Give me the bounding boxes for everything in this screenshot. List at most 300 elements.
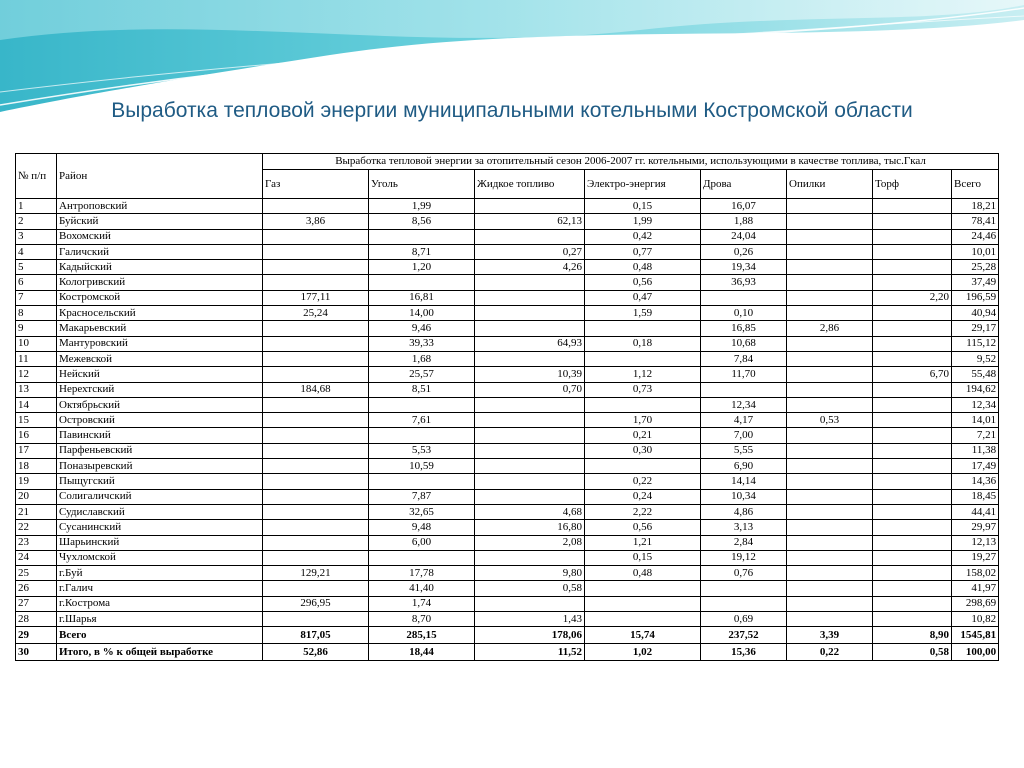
cell-value bbox=[873, 306, 952, 321]
cell-value: 0,76 bbox=[701, 566, 787, 581]
cell-value: 0,22 bbox=[585, 474, 701, 489]
cell-value: 817,05 bbox=[263, 627, 369, 644]
cell-value: 12,34 bbox=[952, 397, 999, 412]
cell-value bbox=[585, 596, 701, 611]
cell-value: 0,26 bbox=[701, 244, 787, 259]
cell-value bbox=[873, 321, 952, 336]
cell-value: 3,13 bbox=[701, 520, 787, 535]
cell-value bbox=[475, 290, 585, 305]
cell-value: 18,21 bbox=[952, 199, 999, 214]
cell-value bbox=[263, 612, 369, 627]
cell-num: 10 bbox=[16, 336, 57, 351]
cell-value bbox=[873, 244, 952, 259]
cell-value bbox=[475, 443, 585, 458]
cell-value bbox=[475, 306, 585, 321]
table-row bbox=[16, 351, 999, 366]
cell-value bbox=[263, 413, 369, 428]
cell-value bbox=[263, 321, 369, 336]
cell-value bbox=[263, 244, 369, 259]
cell-value: 25,24 bbox=[263, 306, 369, 321]
cell-value bbox=[585, 351, 701, 366]
cell-value: 0,47 bbox=[585, 290, 701, 305]
table-body bbox=[16, 199, 999, 661]
cell-value bbox=[787, 612, 873, 627]
cell-value: 0,70 bbox=[475, 382, 585, 397]
cell-value: 4,68 bbox=[475, 504, 585, 519]
cell-value bbox=[787, 199, 873, 214]
cell-value bbox=[475, 459, 585, 474]
cell-value bbox=[873, 520, 952, 535]
cell-district: г.Кострома bbox=[57, 596, 263, 611]
cell-value bbox=[475, 275, 585, 290]
cell-value bbox=[787, 397, 873, 412]
cell-district: Поназыревский bbox=[57, 459, 263, 474]
cell-value bbox=[873, 229, 952, 244]
cell-value: 10,82 bbox=[952, 612, 999, 627]
cell-value: 9,52 bbox=[952, 351, 999, 366]
table-row bbox=[16, 229, 999, 244]
cell-value: 0,18 bbox=[585, 336, 701, 351]
cell-district: Кологривский bbox=[57, 275, 263, 290]
cell-value: 1,21 bbox=[585, 535, 701, 550]
cell-value: 29,17 bbox=[952, 321, 999, 336]
cell-value bbox=[787, 275, 873, 290]
cell-value bbox=[701, 290, 787, 305]
cell-value: 285,15 bbox=[369, 627, 475, 644]
cell-value: 2,20 bbox=[873, 290, 952, 305]
cell-value: 10,01 bbox=[952, 244, 999, 259]
cell-value bbox=[263, 504, 369, 519]
slide-title: Выработка тепловой энергии муниципальными котельными Костромской области bbox=[111, 99, 913, 122]
cell-value: 3,86 bbox=[263, 214, 369, 229]
cell-num: 4 bbox=[16, 244, 57, 259]
cell-value bbox=[787, 367, 873, 382]
total-row bbox=[16, 627, 999, 644]
cell-value bbox=[873, 428, 952, 443]
cell-district: Кадыйский bbox=[57, 260, 263, 275]
cell-value bbox=[369, 550, 475, 565]
cell-value: 177,11 bbox=[263, 290, 369, 305]
cell-value: 0,56 bbox=[585, 275, 701, 290]
cell-value: 0,21 bbox=[585, 428, 701, 443]
cell-num: 23 bbox=[16, 535, 57, 550]
cell-num: 9 bbox=[16, 321, 57, 336]
cell-value bbox=[475, 321, 585, 336]
cell-value: 1,70 bbox=[585, 413, 701, 428]
table-row bbox=[16, 214, 999, 229]
table-row bbox=[16, 566, 999, 581]
cell-value: 0,42 bbox=[585, 229, 701, 244]
cell-value: 15,36 bbox=[701, 644, 787, 661]
cell-value: 237,52 bbox=[701, 627, 787, 644]
cell-value: 16,07 bbox=[701, 199, 787, 214]
cell-value: 0,53 bbox=[787, 413, 873, 428]
cell-value: 19,34 bbox=[701, 260, 787, 275]
header-fuel: Опилки bbox=[787, 170, 873, 199]
cell-value bbox=[873, 550, 952, 565]
cell-value: 44,41 bbox=[952, 504, 999, 519]
cell-num: 2 bbox=[16, 214, 57, 229]
cell-value bbox=[787, 566, 873, 581]
cell-value bbox=[787, 306, 873, 321]
cell-value: 14,00 bbox=[369, 306, 475, 321]
cell-value bbox=[475, 596, 585, 611]
cell-num: 18 bbox=[16, 459, 57, 474]
header-fuel: Газ bbox=[263, 170, 369, 199]
cell-value bbox=[873, 535, 952, 550]
cell-value: 2,22 bbox=[585, 504, 701, 519]
cell-value: 2,08 bbox=[475, 535, 585, 550]
cell-value: 0,30 bbox=[585, 443, 701, 458]
cell-num: 29 bbox=[16, 627, 57, 644]
cell-value: 1,68 bbox=[369, 351, 475, 366]
cell-value bbox=[263, 443, 369, 458]
cell-value: 1,74 bbox=[369, 596, 475, 611]
cell-value: 25,28 bbox=[952, 260, 999, 275]
cell-value: 184,68 bbox=[263, 382, 369, 397]
cell-district: Нерехтский bbox=[57, 382, 263, 397]
cell-value bbox=[873, 443, 952, 458]
cell-value bbox=[873, 413, 952, 428]
cell-value: 29,97 bbox=[952, 520, 999, 535]
cell-value: 7,61 bbox=[369, 413, 475, 428]
cell-value: 17,49 bbox=[952, 459, 999, 474]
table-row bbox=[16, 244, 999, 259]
cell-value bbox=[787, 550, 873, 565]
cell-value: 8,70 bbox=[369, 612, 475, 627]
cell-value: 7,00 bbox=[701, 428, 787, 443]
cell-value bbox=[475, 351, 585, 366]
header-fuel: Уголь bbox=[369, 170, 475, 199]
cell-value: 6,70 bbox=[873, 367, 952, 382]
cell-num: 19 bbox=[16, 474, 57, 489]
cell-value bbox=[701, 382, 787, 397]
cell-num: 11 bbox=[16, 351, 57, 366]
cell-num: 6 bbox=[16, 275, 57, 290]
cell-district: Парфеньевский bbox=[57, 443, 263, 458]
cell-district: Шарьинский bbox=[57, 535, 263, 550]
cell-value: 0,58 bbox=[475, 581, 585, 596]
cell-value: 298,69 bbox=[952, 596, 999, 611]
cell-value: 2,84 bbox=[701, 535, 787, 550]
cell-value bbox=[475, 397, 585, 412]
cell-value bbox=[787, 336, 873, 351]
cell-num: 28 bbox=[16, 612, 57, 627]
cell-value bbox=[873, 351, 952, 366]
cell-value: 4,17 bbox=[701, 413, 787, 428]
cell-value bbox=[787, 459, 873, 474]
cell-num: 15 bbox=[16, 413, 57, 428]
cell-district: Судиславский bbox=[57, 504, 263, 519]
cell-value: 0,56 bbox=[585, 520, 701, 535]
cell-value bbox=[701, 596, 787, 611]
cell-value bbox=[263, 428, 369, 443]
cell-district: Солигаличский bbox=[57, 489, 263, 504]
cell-value: 39,33 bbox=[369, 336, 475, 351]
cell-value: 32,65 bbox=[369, 504, 475, 519]
cell-value: 0,24 bbox=[585, 489, 701, 504]
cell-value bbox=[585, 459, 701, 474]
cell-value: 14,01 bbox=[952, 413, 999, 428]
table-row bbox=[16, 290, 999, 305]
cell-district: Красносельский bbox=[57, 306, 263, 321]
cell-value: 8,71 bbox=[369, 244, 475, 259]
cell-num: 22 bbox=[16, 520, 57, 535]
cell-value: 6,00 bbox=[369, 535, 475, 550]
table-row bbox=[16, 275, 999, 290]
cell-value: 3,39 bbox=[787, 627, 873, 644]
cell-value bbox=[787, 382, 873, 397]
cell-value bbox=[263, 229, 369, 244]
cell-value bbox=[787, 596, 873, 611]
cell-value bbox=[263, 535, 369, 550]
cell-value bbox=[263, 275, 369, 290]
header-num: № п/п bbox=[16, 154, 57, 199]
cell-value bbox=[873, 566, 952, 581]
cell-value bbox=[369, 474, 475, 489]
header-fuel: Всего bbox=[952, 170, 999, 199]
cell-num: 20 bbox=[16, 489, 57, 504]
cell-value bbox=[263, 520, 369, 535]
cell-value: 8,56 bbox=[369, 214, 475, 229]
cell-num: 30 bbox=[16, 644, 57, 661]
cell-value: 129,21 bbox=[263, 566, 369, 581]
cell-district: Костромской bbox=[57, 290, 263, 305]
header-fuel: Электро-энергия bbox=[585, 170, 701, 199]
cell-value: 24,04 bbox=[701, 229, 787, 244]
table-row bbox=[16, 596, 999, 611]
cell-value: 0,48 bbox=[585, 566, 701, 581]
cell-district: г.Галич bbox=[57, 581, 263, 596]
cell-num: 21 bbox=[16, 504, 57, 519]
cell-value bbox=[263, 336, 369, 351]
table-row bbox=[16, 321, 999, 336]
cell-value bbox=[369, 229, 475, 244]
cell-value bbox=[787, 428, 873, 443]
cell-num: 24 bbox=[16, 550, 57, 565]
cell-district: Вохомский bbox=[57, 229, 263, 244]
cell-district: Островский bbox=[57, 413, 263, 428]
cell-value bbox=[585, 321, 701, 336]
cell-value bbox=[873, 474, 952, 489]
cell-value: 178,06 bbox=[475, 627, 585, 644]
cell-num: 8 bbox=[16, 306, 57, 321]
table-row bbox=[16, 520, 999, 535]
table-row bbox=[16, 550, 999, 565]
table-row bbox=[16, 428, 999, 443]
cell-value: 10,34 bbox=[701, 489, 787, 504]
header-fuel: Дрова bbox=[701, 170, 787, 199]
cell-value: 9,48 bbox=[369, 520, 475, 535]
cell-value: 2,86 bbox=[787, 321, 873, 336]
cell-num: 1 bbox=[16, 199, 57, 214]
cell-value bbox=[585, 397, 701, 412]
cell-value bbox=[787, 290, 873, 305]
table-row bbox=[16, 199, 999, 214]
cell-value: 196,59 bbox=[952, 290, 999, 305]
cell-district: Межевской bbox=[57, 351, 263, 366]
cell-value bbox=[475, 413, 585, 428]
cell-value: 40,94 bbox=[952, 306, 999, 321]
table-row bbox=[16, 413, 999, 428]
cell-value bbox=[873, 214, 952, 229]
cell-value bbox=[873, 612, 952, 627]
cell-district: Сусанинский bbox=[57, 520, 263, 535]
cell-value bbox=[263, 199, 369, 214]
cell-district: Пыщугский bbox=[57, 474, 263, 489]
cell-value: 17,78 bbox=[369, 566, 475, 581]
cell-value: 11,52 bbox=[475, 644, 585, 661]
cell-value bbox=[873, 596, 952, 611]
cell-value: 100,00 bbox=[952, 644, 999, 661]
cell-value: 0,15 bbox=[585, 199, 701, 214]
cell-value bbox=[873, 489, 952, 504]
cell-num: 13 bbox=[16, 382, 57, 397]
cell-value bbox=[787, 244, 873, 259]
cell-value: 25,57 bbox=[369, 367, 475, 382]
cell-value: 10,59 bbox=[369, 459, 475, 474]
cell-value bbox=[787, 504, 873, 519]
cell-value bbox=[263, 367, 369, 382]
cell-value: 19,27 bbox=[952, 550, 999, 565]
cell-district: Павинский bbox=[57, 428, 263, 443]
cell-value: 1,88 bbox=[701, 214, 787, 229]
cell-value: 0,77 bbox=[585, 244, 701, 259]
cell-value bbox=[787, 535, 873, 550]
cell-value: 0,10 bbox=[701, 306, 787, 321]
cell-num: 17 bbox=[16, 443, 57, 458]
cell-value: 14,36 bbox=[952, 474, 999, 489]
cell-value: 1,59 bbox=[585, 306, 701, 321]
cell-district: Антроповский bbox=[57, 199, 263, 214]
cell-district: Нейский bbox=[57, 367, 263, 382]
cell-value: 14,14 bbox=[701, 474, 787, 489]
cell-value: 0,22 bbox=[787, 644, 873, 661]
cell-value: 12,13 bbox=[952, 535, 999, 550]
cell-value bbox=[263, 550, 369, 565]
cell-district: г.Шарья bbox=[57, 612, 263, 627]
cell-value: 5,53 bbox=[369, 443, 475, 458]
cell-value: 16,80 bbox=[475, 520, 585, 535]
cell-value: 8,90 bbox=[873, 627, 952, 644]
cell-num: 14 bbox=[16, 397, 57, 412]
cell-num: 3 bbox=[16, 229, 57, 244]
cell-value: 9,46 bbox=[369, 321, 475, 336]
cell-value bbox=[787, 474, 873, 489]
cell-value: 41,97 bbox=[952, 581, 999, 596]
cell-value bbox=[873, 504, 952, 519]
cell-district: Итого, в % к общей выработке bbox=[57, 644, 263, 661]
cell-value: 52,86 bbox=[263, 644, 369, 661]
table-row bbox=[16, 474, 999, 489]
cell-value bbox=[873, 382, 952, 397]
cell-value: 10,39 bbox=[475, 367, 585, 382]
cell-value bbox=[475, 229, 585, 244]
table-row bbox=[16, 581, 999, 596]
cell-value bbox=[263, 474, 369, 489]
cell-value bbox=[585, 612, 701, 627]
cell-value: 24,46 bbox=[952, 229, 999, 244]
cell-district: Макарьевский bbox=[57, 321, 263, 336]
cell-value: 6,90 bbox=[701, 459, 787, 474]
cell-district: Буйский bbox=[57, 214, 263, 229]
cell-value bbox=[263, 581, 369, 596]
cell-value: 55,48 bbox=[952, 367, 999, 382]
cell-value: 36,93 bbox=[701, 275, 787, 290]
cell-num: 12 bbox=[16, 367, 57, 382]
cell-value: 11,70 bbox=[701, 367, 787, 382]
cell-value bbox=[263, 260, 369, 275]
cell-district: Галичский bbox=[57, 244, 263, 259]
cell-value bbox=[873, 260, 952, 275]
cell-value: 8,51 bbox=[369, 382, 475, 397]
cell-value: 7,87 bbox=[369, 489, 475, 504]
cell-value: 1545,81 bbox=[952, 627, 999, 644]
cell-value: 0,48 bbox=[585, 260, 701, 275]
cell-value: 41,40 bbox=[369, 581, 475, 596]
cell-value bbox=[263, 489, 369, 504]
cell-value: 1,12 bbox=[585, 367, 701, 382]
cell-value: 78,41 bbox=[952, 214, 999, 229]
cell-value: 4,26 bbox=[475, 260, 585, 275]
cell-value: 10,68 bbox=[701, 336, 787, 351]
table-row bbox=[16, 443, 999, 458]
cell-value bbox=[787, 229, 873, 244]
cell-value: 18,45 bbox=[952, 489, 999, 504]
cell-value: 7,21 bbox=[952, 428, 999, 443]
cell-value bbox=[873, 275, 952, 290]
cell-district: Октябрьский bbox=[57, 397, 263, 412]
table-row bbox=[16, 504, 999, 519]
cell-value: 62,13 bbox=[475, 214, 585, 229]
table-row bbox=[16, 459, 999, 474]
cell-value bbox=[701, 581, 787, 596]
cell-value bbox=[475, 428, 585, 443]
cell-value: 64,93 bbox=[475, 336, 585, 351]
cell-value: 194,62 bbox=[952, 382, 999, 397]
cell-value bbox=[475, 489, 585, 504]
cell-value: 1,02 bbox=[585, 644, 701, 661]
table-row bbox=[16, 489, 999, 504]
cell-num: 16 bbox=[16, 428, 57, 443]
heat-production-table bbox=[15, 153, 999, 661]
cell-value: 0,15 bbox=[585, 550, 701, 565]
cell-value: 296,95 bbox=[263, 596, 369, 611]
cell-value bbox=[787, 581, 873, 596]
cell-value: 15,74 bbox=[585, 627, 701, 644]
cell-value: 0,27 bbox=[475, 244, 585, 259]
cell-value bbox=[787, 443, 873, 458]
cell-value bbox=[263, 459, 369, 474]
cell-value bbox=[585, 581, 701, 596]
table-row bbox=[16, 260, 999, 275]
table-row bbox=[16, 367, 999, 382]
cell-value bbox=[369, 397, 475, 412]
table-row bbox=[16, 336, 999, 351]
cell-value: 0,58 bbox=[873, 644, 952, 661]
cell-value bbox=[873, 459, 952, 474]
cell-value: 16,81 bbox=[369, 290, 475, 305]
cell-value bbox=[475, 199, 585, 214]
cell-num: 27 bbox=[16, 596, 57, 611]
cell-value: 5,55 bbox=[701, 443, 787, 458]
table-row bbox=[16, 382, 999, 397]
cell-value bbox=[787, 520, 873, 535]
cell-value bbox=[369, 275, 475, 290]
cell-value: 1,20 bbox=[369, 260, 475, 275]
total-row bbox=[16, 644, 999, 661]
cell-value: 115,12 bbox=[952, 336, 999, 351]
